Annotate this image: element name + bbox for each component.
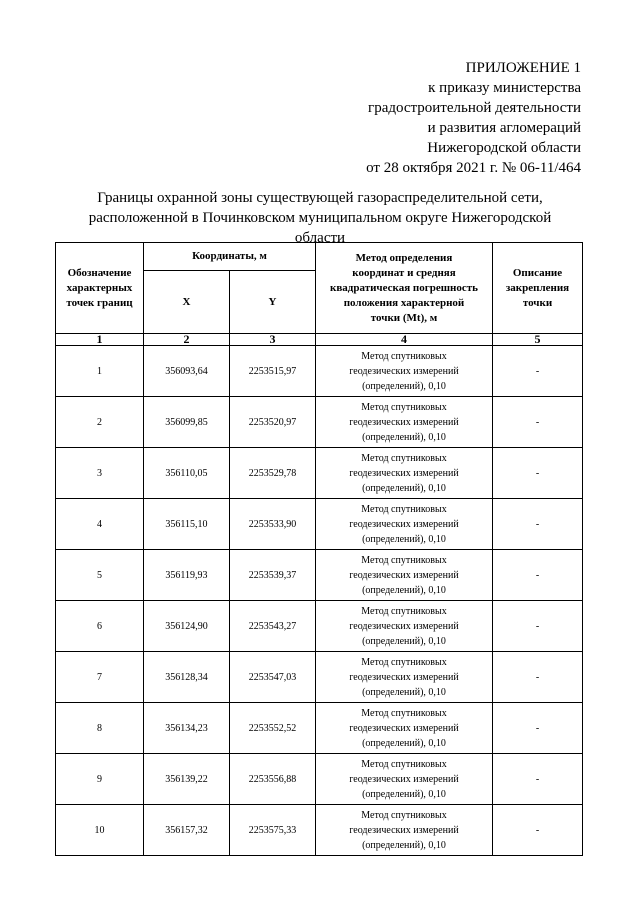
y-coordinate-cell: 2253543,27 [230,601,316,652]
method-cell [316,448,493,499]
table-row [56,703,583,754]
column-number: 2 [144,334,230,346]
point-id-cell: 4 [56,499,144,550]
header-text: Обозначение [67,266,132,279]
column-number: 3 [230,334,316,346]
method-line: геодезических измерений [349,467,459,479]
method-line: геодезических измерений [349,671,459,683]
description-cell: - [493,499,583,550]
column-number: 1 [56,334,144,346]
x-coordinate-cell: 356134,23 [144,703,230,754]
appendix-line: к приказу министерства [428,80,581,96]
method-cell [316,652,493,703]
point-id-cell: 3 [56,448,144,499]
description-cell: - [493,397,583,448]
description-cell: - [493,601,583,652]
header-text: Метод определения [355,251,453,264]
x-coordinate-cell: 356099,85 [144,397,230,448]
description-cell: - [493,703,583,754]
point-id-cell: 10 [56,805,144,856]
method-line: геодезических измерений [349,824,459,836]
header-description [493,243,583,334]
column-number: 5 [493,334,583,346]
method-line: Метод спутниковых [361,605,447,617]
method-line: геодезических измерений [349,518,459,530]
method-line: Метод спутниковых [361,809,447,821]
coordinates-table [55,242,583,856]
description-cell: - [493,448,583,499]
table-row [56,550,583,601]
method-cell [316,550,493,601]
table-header-row [56,243,583,271]
point-id-cell: 5 [56,550,144,601]
appendix-line: Нижегородской области [427,140,581,156]
point-id-cell: 8 [56,703,144,754]
method-line: геодезических измерений [349,416,459,428]
method-line: Метод спутниковых [361,401,447,413]
description-cell: - [493,652,583,703]
column-number: 4 [316,334,493,346]
y-coordinate-cell: 2253552,52 [230,703,316,754]
method-line: геодезических измерений [349,620,459,632]
method-line: (определений), 0,10 [362,584,446,596]
header-designation [56,243,144,334]
header-text: Описание [512,266,563,279]
method-line: геодезических измерений [349,569,459,581]
header-coordinates: Координаты, м [144,243,316,271]
method-line: (определений), 0,10 [362,737,446,749]
method-line: Метод спутниковых [361,350,447,362]
table-row [56,754,583,805]
y-coordinate-cell: 2253556,88 [230,754,316,805]
method-line: (определений), 0,10 [362,788,446,800]
method-cell [316,703,493,754]
table-row [56,397,583,448]
x-coordinate-cell: 356115,10 [144,499,230,550]
x-coordinate-cell: 356093,64 [144,346,230,397]
header-text: точек границ [66,296,133,309]
point-id-cell: 9 [56,754,144,805]
description-cell: - [493,805,583,856]
title-line: Границы охранной зоны существующей газораспределительной сети, [97,190,543,206]
method-line: Метод спутниковых [361,452,447,464]
appendix-line: градостроительной деятельности [368,100,581,116]
header-y: Y [230,271,316,334]
method-line: геодезических измерений [349,365,459,377]
y-coordinate-cell: 2253533,90 [230,499,316,550]
method-line: Метод спутниковых [361,656,447,668]
y-coordinate-cell: 2253547,03 [230,652,316,703]
method-line: (определений), 0,10 [362,686,446,698]
x-coordinate-cell: 356139,22 [144,754,230,805]
method-line: Метод спутниковых [361,758,447,770]
header-method [316,243,493,334]
x-coordinate-cell: 356110,05 [144,448,230,499]
method-cell [316,346,493,397]
title-line: области [294,230,346,246]
appendix-header [281,58,581,178]
x-coordinate-cell: 356124,90 [144,601,230,652]
header-text: квадратическая погрешность [330,281,478,294]
header-text: закрепления [505,281,570,294]
method-line: Метод спутниковых [361,707,447,719]
method-cell [316,499,493,550]
header-text: точки [522,296,553,309]
header-text: характерных [66,281,133,294]
method-cell [316,601,493,652]
appendix-line: и развития агломераций [427,120,581,136]
method-cell [316,805,493,856]
description-cell: - [493,754,583,805]
y-coordinate-cell: 2253520,97 [230,397,316,448]
x-coordinate-cell: 356157,32 [144,805,230,856]
point-id-cell: 1 [56,346,144,397]
method-cell [316,754,493,805]
table-row [56,805,583,856]
method-line: (определений), 0,10 [362,380,446,392]
table-row [56,652,583,703]
column-number-row [56,334,583,346]
y-coordinate-cell: 2253575,33 [230,805,316,856]
y-coordinate-cell: 2253529,78 [230,448,316,499]
appendix-line: ПРИЛОЖЕНИЕ 1 [465,60,581,76]
table-body [56,346,583,856]
method-line: Метод спутниковых [361,503,447,515]
appendix-line: от 28 октября 2021 г. № 06-11/464 [366,160,581,176]
method-line: (определений), 0,10 [362,635,446,647]
description-cell: - [493,550,583,601]
point-id-cell: 7 [56,652,144,703]
method-line: (определений), 0,10 [362,482,446,494]
title-line: расположенной в Починковском муниципальном округе Нижегородской [88,210,552,226]
document-title [40,188,600,248]
x-coordinate-cell: 356119,93 [144,550,230,601]
method-line: Метод спутниковых [361,554,447,566]
method-cell [316,397,493,448]
method-line: (определений), 0,10 [362,533,446,545]
description-cell: - [493,346,583,397]
header-text: координат и средняя [352,266,456,279]
table-row [56,346,583,397]
y-coordinate-cell: 2253539,37 [230,550,316,601]
method-line: (определений), 0,10 [362,839,446,851]
point-id-cell: 6 [56,601,144,652]
method-line: (определений), 0,10 [362,431,446,443]
x-coordinate-cell: 356128,34 [144,652,230,703]
point-id-cell: 2 [56,397,144,448]
method-line: геодезических измерений [349,773,459,785]
y-coordinate-cell: 2253515,97 [230,346,316,397]
header-text: положения характерной [343,296,465,309]
header-x: X [144,271,230,334]
table-row [56,499,583,550]
table-row [56,448,583,499]
header-text: точки (Mt), м [370,311,438,324]
method-line: геодезических измерений [349,722,459,734]
table-row [56,601,583,652]
